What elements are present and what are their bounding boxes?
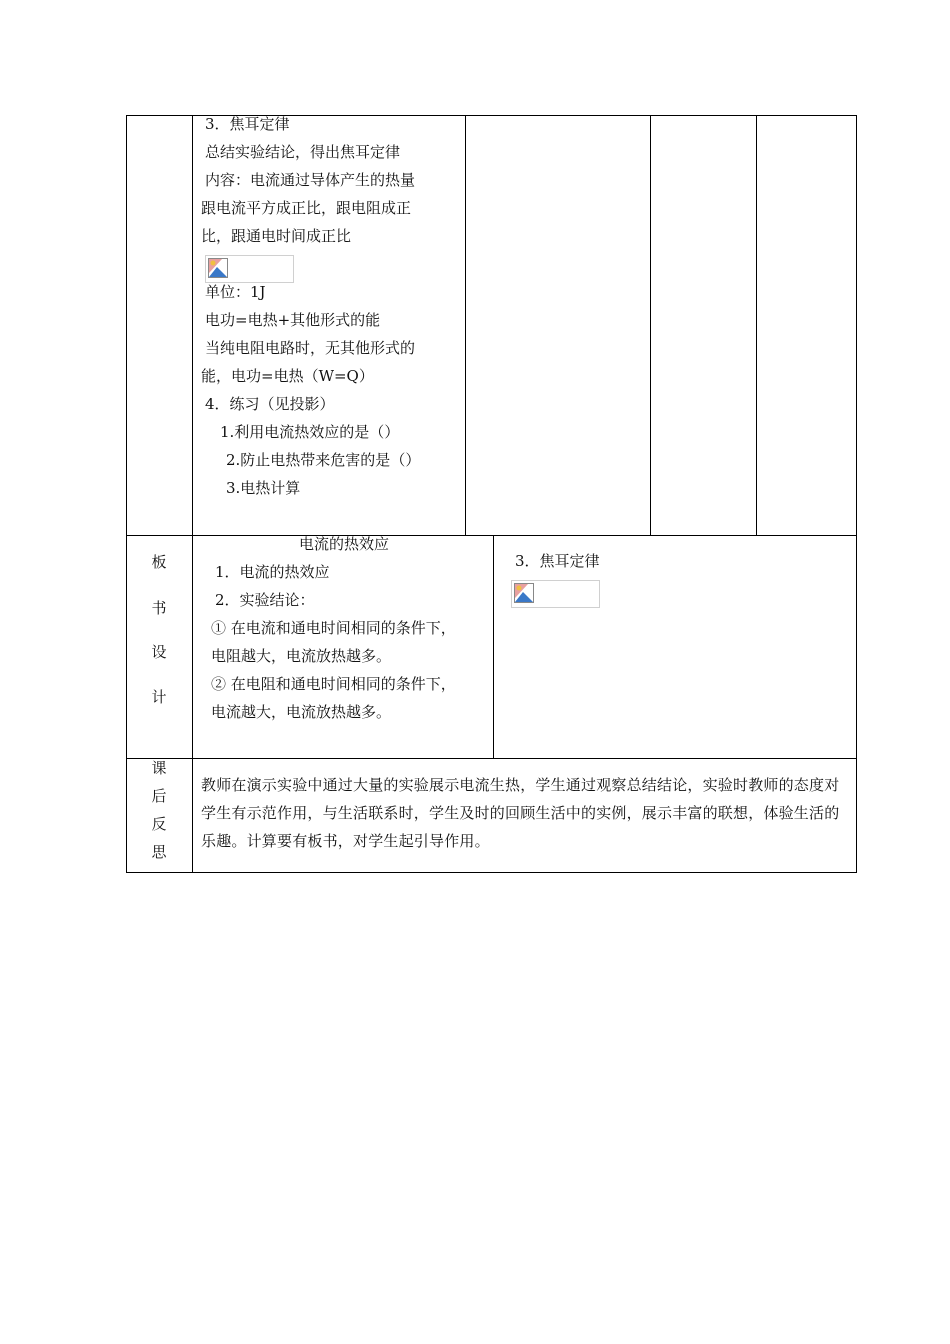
reflection-label-2: 后 xyxy=(151,787,167,805)
board-design-label-3: 设 xyxy=(151,643,167,661)
board-left-line-6: 电流越大，电流放热越多。 xyxy=(211,703,392,721)
reflection-label-1: 课 xyxy=(151,759,167,777)
reflection-text: 教师在演示实验中通过大量的实验展示电流生热，学生通过观察总结结论，实验时教师的态度对学生有示范作用，与生活联系时，学生及时的回顾生活中的实例，展示丰富的联想，体验生活的乐趣。计算要有板书，对学生起引导作用。 xyxy=(201,776,840,850)
board-right-heading: 3．焦耳定律 xyxy=(515,552,600,570)
broken-image-icon xyxy=(514,583,534,603)
top-col-divider-1 xyxy=(465,115,466,535)
top-line-6: 单位：1J xyxy=(205,283,266,301)
top-line-8: 当纯电阻电路时，无其他形式的 xyxy=(205,339,416,357)
top-col-divider-3 xyxy=(756,115,757,535)
table-divider-1 xyxy=(126,535,857,536)
board-design-label-1: 板 xyxy=(151,553,167,571)
board-left-line-3: ① 在电流和通电时间相同的条件下， xyxy=(211,619,456,637)
board-design-label-4: 计 xyxy=(151,688,167,706)
top-col-divider-2 xyxy=(650,115,651,535)
top-line-9: 能，电功=电热（W=Q） xyxy=(201,367,374,385)
top-line-7: 电功=电热+其他形式的能 xyxy=(205,311,381,329)
top-line-5: 比，跟通电时间成正比 xyxy=(201,227,352,245)
board-left-line-4: 电阻越大，电流放热越多。 xyxy=(211,647,392,665)
label-column-divider xyxy=(192,115,193,873)
board-left-line-2: 2．实验结论： xyxy=(215,591,315,609)
top-line-10: 4．练习（见投影） xyxy=(205,395,335,413)
top-line-11: 1.利用电流热效应的是（） xyxy=(220,423,400,441)
broken-image-icon xyxy=(208,258,228,278)
table-border-right xyxy=(856,115,857,873)
top-line-12: 2.防止电热带来危害的是（） xyxy=(226,451,421,469)
top-line-4: 跟电流平方成正比，跟电阻成正 xyxy=(201,199,412,217)
top-line-1: 3．焦耳定律 xyxy=(205,115,290,133)
board-formula-image-placeholder xyxy=(511,580,600,608)
board-title: 电流的热效应 xyxy=(299,535,390,553)
table-divider-2 xyxy=(126,758,857,759)
board-design-label-2: 书 xyxy=(151,599,167,617)
top-line-3: 内容：电流通过导体产生的热量 xyxy=(205,171,416,189)
board-left-line-1: 1．电流的热效应 xyxy=(215,563,330,581)
top-line-2: 总结实验结论，得出焦耳定律 xyxy=(205,143,401,161)
board-col-divider xyxy=(493,535,494,758)
reflection-label-3: 反 xyxy=(151,815,167,833)
table-border-bottom xyxy=(126,872,857,873)
board-left-line-5: ② 在电阻和通电时间相同的条件下， xyxy=(211,675,456,693)
reflection-label-4: 思 xyxy=(151,843,167,861)
top-line-13: 3.电热计算 xyxy=(226,479,301,497)
